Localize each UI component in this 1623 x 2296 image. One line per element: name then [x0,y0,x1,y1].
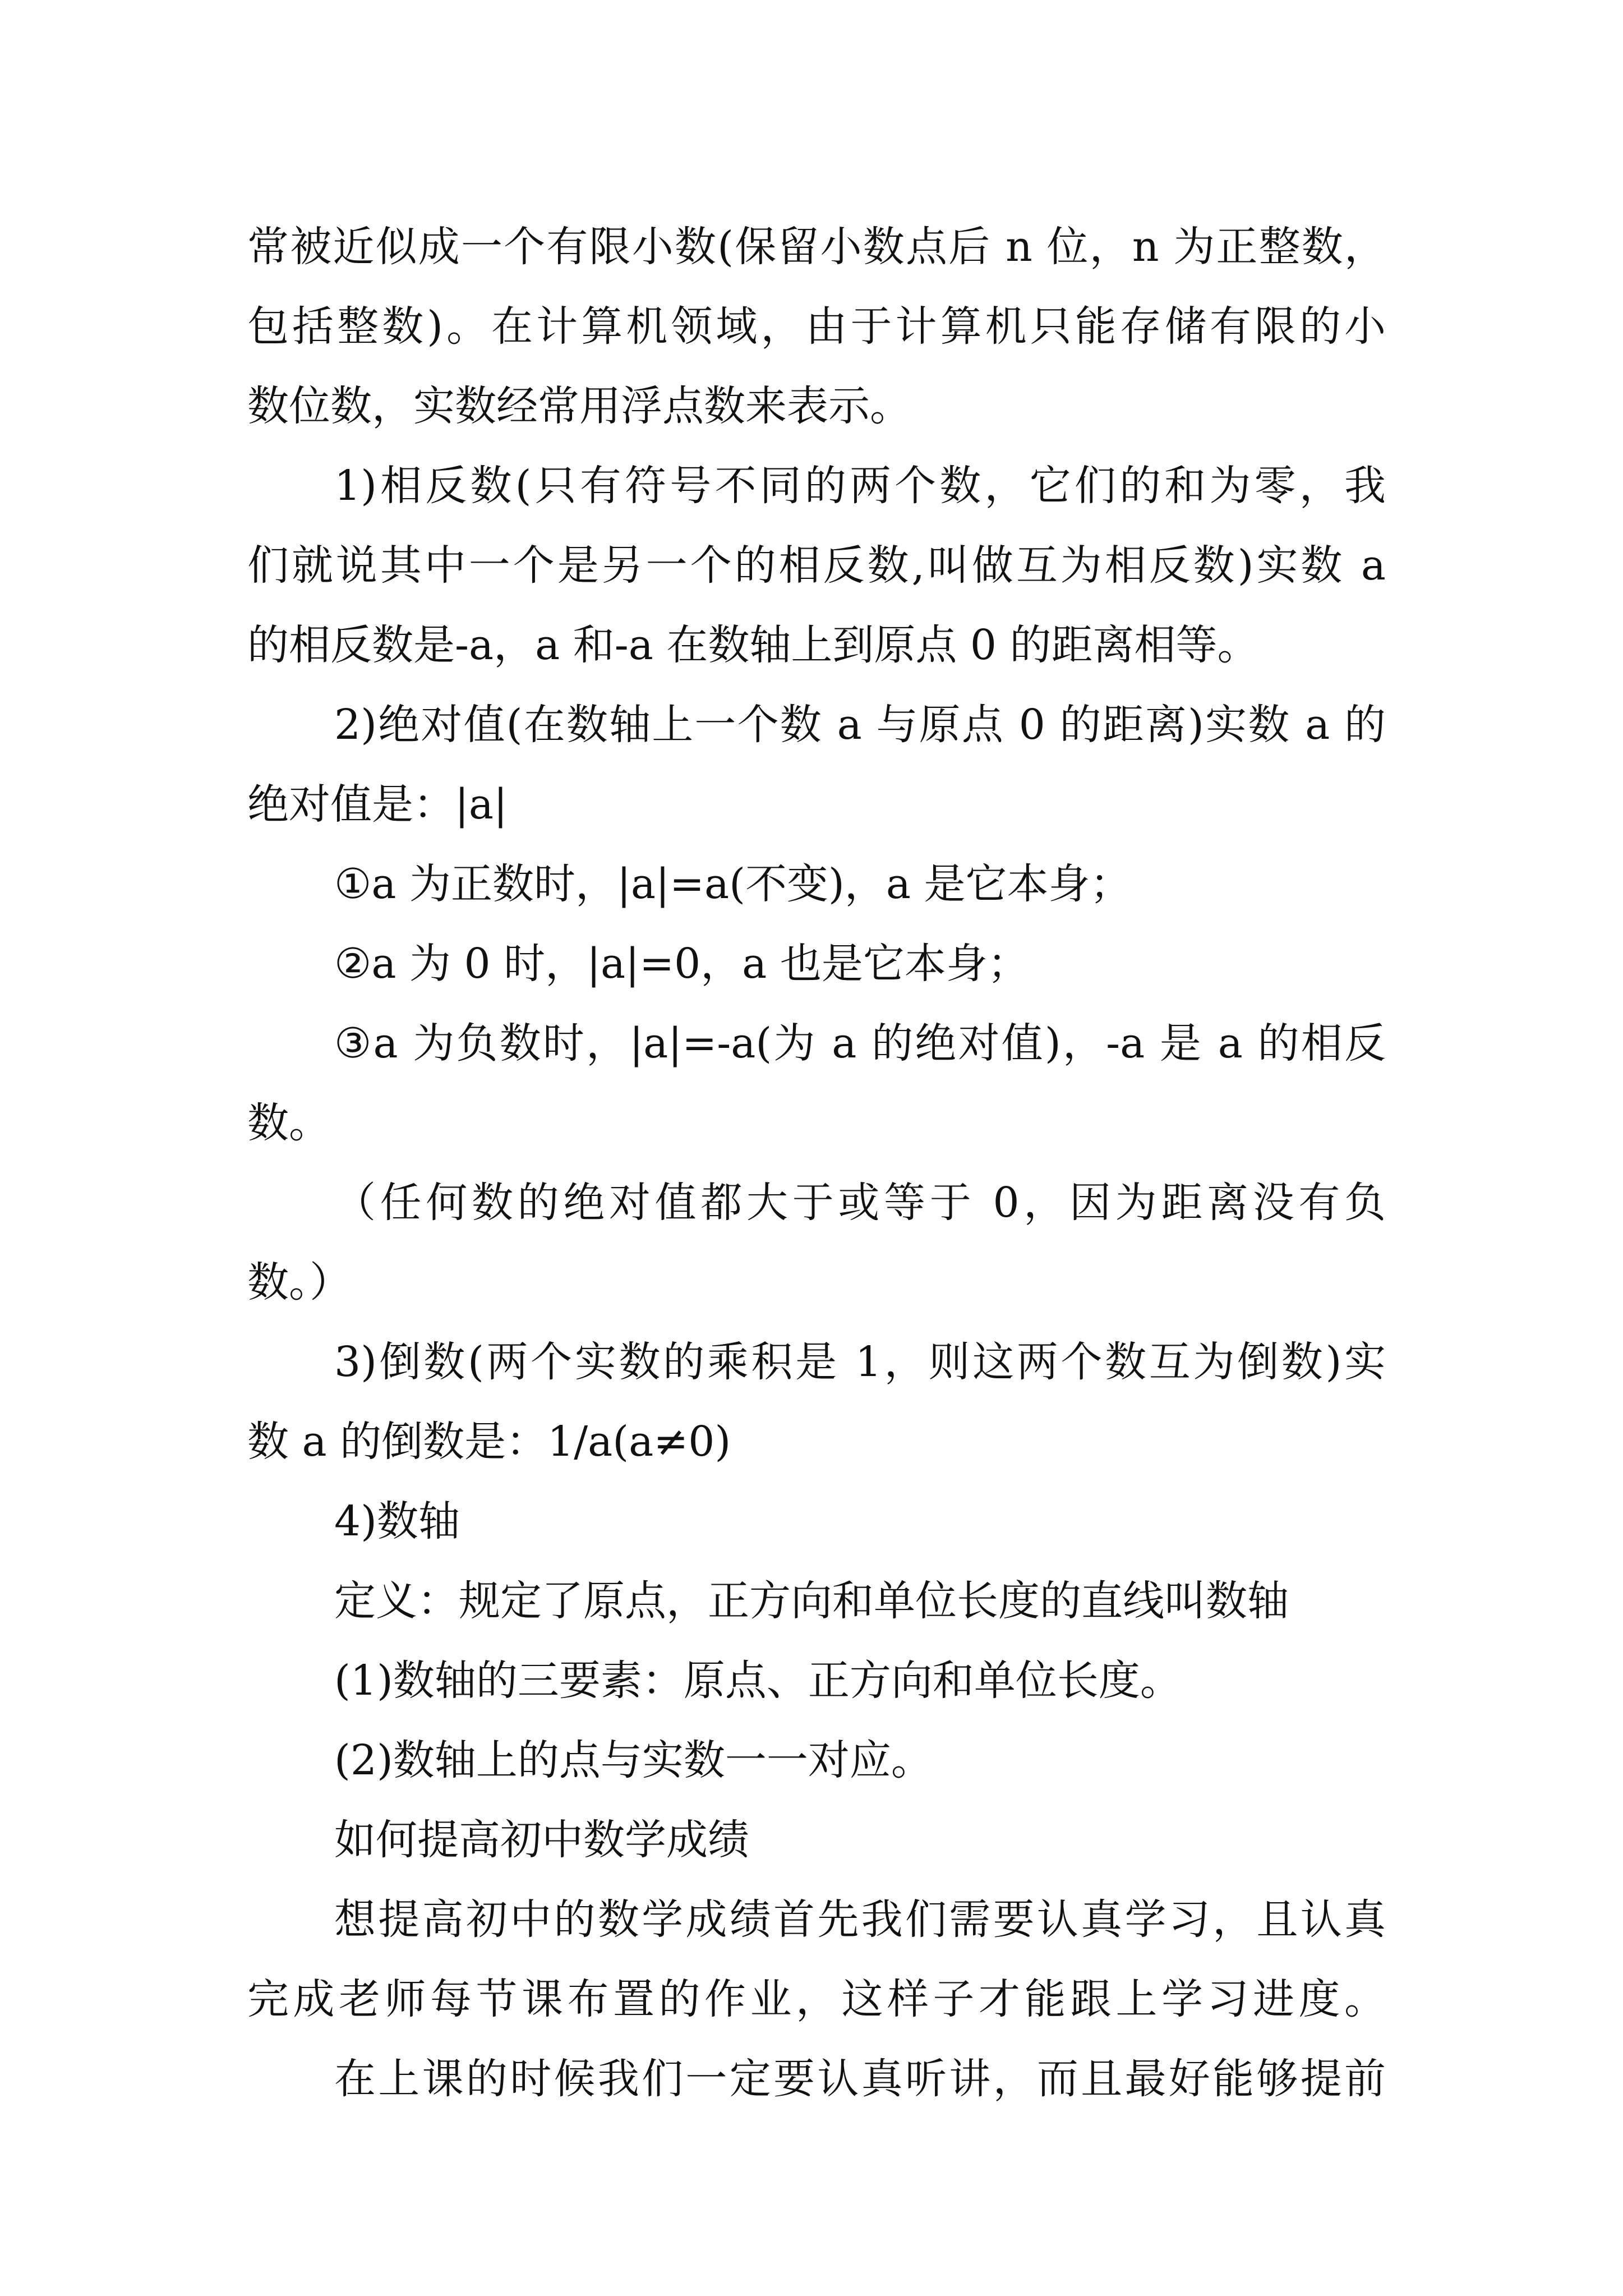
text-line: （任何数的绝对值都大于或等于 0，因为距离没有负 [334,1179,1386,1227]
text-line: 常被近似成一个有限小数(保留小数点后 n 位，n 为正整数， [247,223,1386,271]
text-line: 们就说其中一个是另一个的相反数,叫做互为相反数)实数 a [247,541,1386,590]
text-line: 完成老师每节课布置的作业，这样子才能跟上学习进度。 [247,1975,1386,2023]
text-line: ①a 为正数时，|a|=a(不变)，a 是它本身； [334,860,1132,908]
text-line: 2)绝对值(在数轴上一个数 a 与原点 0 的距离)实数 a 的 [334,701,1386,749]
text-line: 在上课的时候我们一定要认真听讲，而且最好能够提前 [334,2055,1386,2103]
text-line: 1)相反数(只有符号不同的两个数，它们的和为零，我 [334,462,1386,510]
text-line: 包括整数)。在计算机领域，由于计算机只能存储有限的小 [247,302,1386,351]
text-line: ③a 为负数时，|a|=-a(为 a 的绝对值)，-a 是 a 的相反 [334,1019,1386,1068]
text-line: 4)数轴 [334,1497,460,1545]
text-line: ②a 为 0 时，|a|=0，a 也是它本身； [334,940,1029,988]
text-line: 定义：规定了原点，正方向和单位长度的直线叫数轴 [334,1577,1289,1625]
text-line: 3)倒数(两个实数的乘积是 1，则这两个数互为倒数)实 [334,1338,1386,1386]
text-line: (1)数轴的三要素：原点、正方向和单位长度。 [334,1657,1182,1705]
text-line: 数 a 的倒数是：1/a(a≠0) [247,1418,731,1466]
text-line: 数。） [247,1258,351,1306]
text-line: (2)数轴上的点与实数一一对应。 [334,1736,933,1784]
text-line: 的相反数是-a，a 和-a 在数轴上到原点 0 的距离相等。 [247,621,1259,669]
text-line: 数。 [247,1099,330,1147]
text-line: 数位数，实数经常用浮点数来表示。 [247,382,911,430]
text-line: 绝对值是：|a| [247,780,508,829]
text-line: 想提高初中的数学成绩首先我们需要认真学习，且认真 [334,1895,1386,1944]
section-heading: 如何提高初中数学成绩 [334,1816,749,1864]
